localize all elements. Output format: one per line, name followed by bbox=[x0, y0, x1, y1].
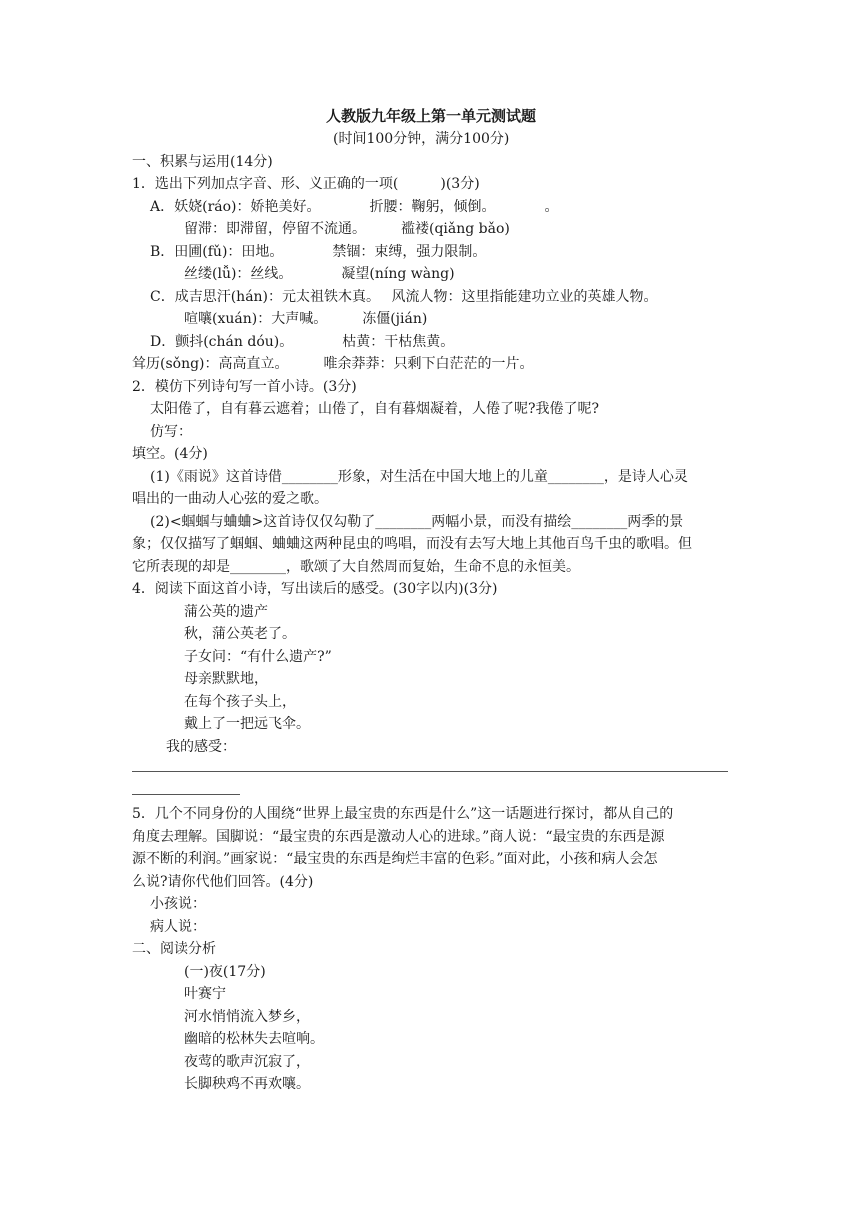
document-subtitle: (时间100分钟，满分100分) bbox=[333, 131, 510, 147]
option-b-cont: 丝缕(lǚ)：丝线。 凝望(níng wàng) bbox=[184, 266, 455, 282]
question-5-cont: 源不断的利润。”画家说：“最宝贵的东西是绚烂丰富的色彩。”面对此，小孩和病人会怎 bbox=[132, 851, 658, 867]
section-heading: 一、积累与运用(14分) bbox=[132, 154, 273, 170]
poem-author: 叶赛宁 bbox=[184, 986, 226, 1002]
poem-line: 河水悄悄流入梦乡， bbox=[184, 1009, 310, 1025]
option-d-cont: 耸历(sǒng)：高高直立。 唯余莽莽：只剩下白茫茫的一片。 bbox=[132, 356, 534, 372]
section-heading: 二、阅读分析 bbox=[132, 941, 216, 957]
question-5-cont: 么说?请你代他们回答。(4分) bbox=[132, 874, 314, 890]
document-title: 人教版九年级上第一单元测试题 bbox=[326, 107, 537, 125]
answer-line bbox=[132, 794, 240, 795]
imitation-label: 仿写： bbox=[150, 424, 192, 440]
poem-line: 夜莺的歌声沉寂了， bbox=[184, 1054, 310, 1070]
option-c: C．成吉思汗(hán)：元太祖铁木真。 风流人物：这里指能建功立业的英雄人物。 bbox=[150, 289, 658, 305]
fill-1: (1)《雨说》这首诗借________形象，对生活在中国大地上的儿童________，是诗人心灵 bbox=[150, 469, 688, 485]
option-c-cont: 喧嚷(xuán)：大声喊。 冻僵(jián) bbox=[184, 311, 428, 327]
question-5-cont: 角度去理解。国脚说：“最宝贵的东西是激动人心的进球。”商人说：“最宝贵的东西是源 bbox=[132, 829, 665, 845]
child-answer-label: 小孩说： bbox=[150, 896, 206, 912]
poem-line: 长脚秧鸡不再欢嚷。 bbox=[184, 1076, 310, 1092]
poem-line: 母亲默默地， bbox=[184, 671, 268, 687]
feeling-label: 我的感受： bbox=[166, 739, 236, 755]
option-b: B．田圃(fǔ)：田地。 禁锢：束缚，强力限制。 bbox=[150, 244, 487, 260]
option-d: D．颤抖(chán dóu)。 枯黄：干枯焦黄。 bbox=[150, 334, 455, 350]
patient-answer-label: 病人说： bbox=[150, 919, 206, 935]
poem-line: 子女问：“有什么遗产?” bbox=[184, 649, 332, 665]
fill-2: (2)<蝈蝈与蛐蛐>这首诗仅仅勾勒了________两幅小景，而没有描绘________两季的景 bbox=[150, 514, 684, 530]
option-a: A．妖娆(ráo)：娇艳美好。 折腰：鞠躬，倾倒。 。 bbox=[150, 199, 559, 215]
poem-prompt: 太阳倦了，自有暮云遮着；山倦了，自有暮烟凝着，人倦了呢?我倦了呢? bbox=[150, 401, 600, 417]
poem-line: 戴上了一把远飞伞。 bbox=[184, 716, 310, 732]
answer-line bbox=[132, 771, 728, 772]
question-3: 填空。(4分) bbox=[132, 446, 208, 462]
question-2: 2．模仿下列诗句写一首小诗。(3分) bbox=[132, 379, 357, 395]
question-5: 5．几个不同身份的人围绕“世界上最宝贵的东西是什么”这一话题进行探讨，都从自己的 bbox=[132, 806, 674, 822]
fill-2-cont2: 它所表现的却是________，歌颂了大自然周而复始，生命不息的永恒美。 bbox=[132, 559, 580, 575]
fill-2-cont: 象；仅仅描写了蝈蝈、蛐蛐这两种昆虫的鸣唱，而没有去写大地上其他百鸟千虫的歌唱。但 bbox=[132, 536, 692, 552]
poem-line: 秋，蒲公英老了。 bbox=[184, 626, 296, 642]
poem-line: 幽暗的松林失去喧响。 bbox=[184, 1031, 324, 1047]
fill-1-cont: 唱出的一曲动人心弦的爱之歌。 bbox=[132, 491, 328, 507]
question-4: 4．阅读下面这首小诗，写出读后的感受。(30字以内)(3分) bbox=[132, 581, 498, 597]
poem-line: 在每个孩子头上， bbox=[184, 694, 296, 710]
question-1: 1．选出下列加点字音、形、义正确的一项( )(3分) bbox=[132, 176, 480, 192]
reading-title: (一)夜(17分) bbox=[184, 964, 266, 980]
option-a-cont: 留滞：即滞留，停留不流通。 褴褛(qiǎng bǎo) bbox=[184, 221, 510, 237]
poem-title: 蒲公英的遗产 bbox=[184, 604, 268, 620]
